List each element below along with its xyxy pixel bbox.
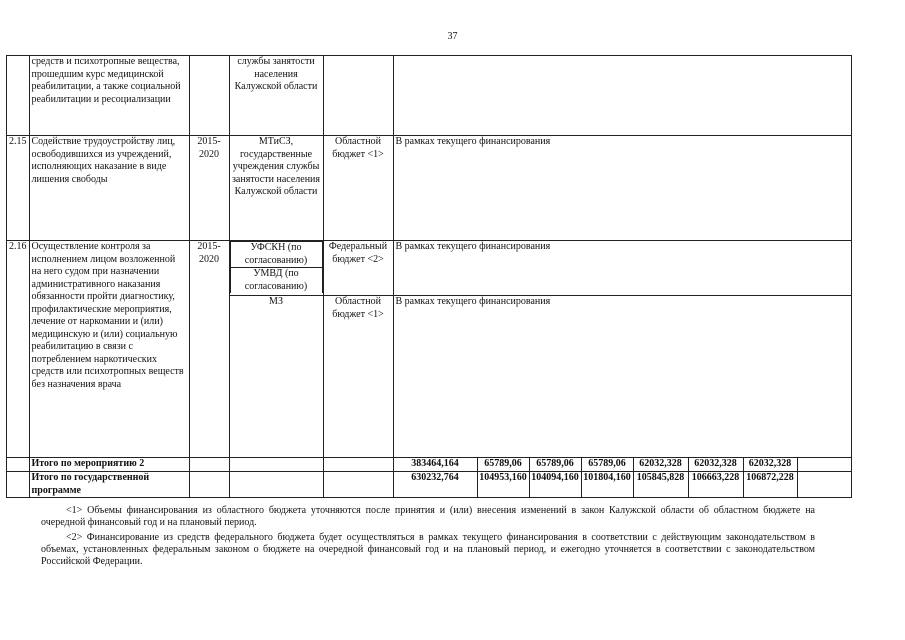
total-value: 104953,160 <box>477 472 529 498</box>
empty-cell <box>323 458 393 472</box>
period-cell: 2015-2020 <box>189 241 229 458</box>
total-value: 62032,328 <box>688 458 743 472</box>
event-name-cell: Осуществление контроля за исполнением лицом возложенной на него судом при назначении административного наказания обязанности пройти диагностику, профилактические мероприятия, лечение от наркомании и (или) медицинскую и (или) социальную реабилитацию в связи с потреблением наркотических средств или психотропных веществ без назначения врача <box>29 241 189 458</box>
empty-cell <box>189 472 229 498</box>
table-row <box>7 136 852 241</box>
period-cell: 2015-2020 <box>189 136 229 241</box>
row-number-cell: 2.15 <box>7 136 30 241</box>
table-row <box>7 56 852 136</box>
total-value: 65789,06 <box>477 458 529 472</box>
source-cell: Федеральный бюджет <2> <box>323 241 393 296</box>
row-number-cell <box>7 56 30 136</box>
empty-cell <box>229 458 323 472</box>
total-value: 104094,160 <box>529 472 581 498</box>
executor-cell: МТиСЗ, государственные учреждения службы занятости населения Калужской области <box>229 136 323 241</box>
row-number-cell: 2.16 <box>7 241 30 458</box>
program-table <box>6 55 852 498</box>
footnote-1: <1> Объемы финансирования из областного бюджета уточняются после принятия и (или) внесения изменений в закон Калужской области об областном бюджете на очередной финансовый год и на плановый период. <box>41 505 815 528</box>
total-value: 630232,764 <box>393 472 477 498</box>
footnotes <box>41 505 815 571</box>
total-value: 62032,328 <box>633 458 688 472</box>
empty-cell <box>229 472 323 498</box>
row-number-cell <box>7 458 30 472</box>
executor-cell <box>229 241 323 296</box>
executor-cell: МЗ <box>229 296 323 458</box>
footnote-2: <2> Финансирование из средств федерального бюджета будет осуществляться в рамках текущего финансирования в соответствии с действующим законодательством в объемах, установленных федеральным законом о бюджете на очередной финансовый год и на плановый период, и ежегодно уточняется в соответствии с законодательством Российской Федерации. <box>41 532 815 567</box>
page-number: 37 <box>447 31 458 42</box>
total-value: 105845,828 <box>633 472 688 498</box>
empty-cell <box>323 472 393 498</box>
total-row <box>7 458 852 472</box>
source-cell: Областной бюджет <1> <box>323 136 393 241</box>
financing-cell: В рамках текущего финансирования <box>393 296 851 458</box>
executor-umvd: УМВД (по согласованию) <box>230 268 322 294</box>
executor-cell: службы занятости населения Калужской области <box>229 56 323 136</box>
total-label: Итого по мероприятию 2 <box>29 458 189 472</box>
source-cell: Областной бюджет <1> <box>323 296 393 458</box>
total-value: 106663,228 <box>688 472 743 498</box>
event-name-cell: Содействие трудоустройству лиц, освободившихся из учреждений, исполняющих наказание в виде лишения свободы <box>29 136 189 241</box>
event-name-cell: средств и психотропные вещества, прошедшим курс медицинской реабилитации, а также социальной реабилитации и ресоциализации <box>29 56 189 136</box>
total-value: 65789,06 <box>529 458 581 472</box>
empty-cell <box>189 458 229 472</box>
total-value: 101804,160 <box>581 472 633 498</box>
row-number-cell <box>7 472 30 498</box>
total-label: Итого по государственной программе <box>29 472 189 498</box>
total-value: 383464,164 <box>393 458 477 472</box>
financing-cell <box>393 56 851 136</box>
empty-cell <box>797 458 851 472</box>
source-cell <box>323 56 393 136</box>
total-value: 106872,228 <box>743 472 797 498</box>
executor-ufskn: УФСКН (по согласованию) <box>230 242 322 268</box>
table-row <box>7 241 852 296</box>
total-row <box>7 472 852 498</box>
financing-cell: В рамках текущего финансирования <box>393 241 851 296</box>
period-cell <box>189 56 229 136</box>
financing-cell: В рамках текущего финансирования <box>393 136 851 241</box>
empty-cell <box>797 472 851 498</box>
total-value: 65789,06 <box>581 458 633 472</box>
total-value: 62032,328 <box>743 458 797 472</box>
